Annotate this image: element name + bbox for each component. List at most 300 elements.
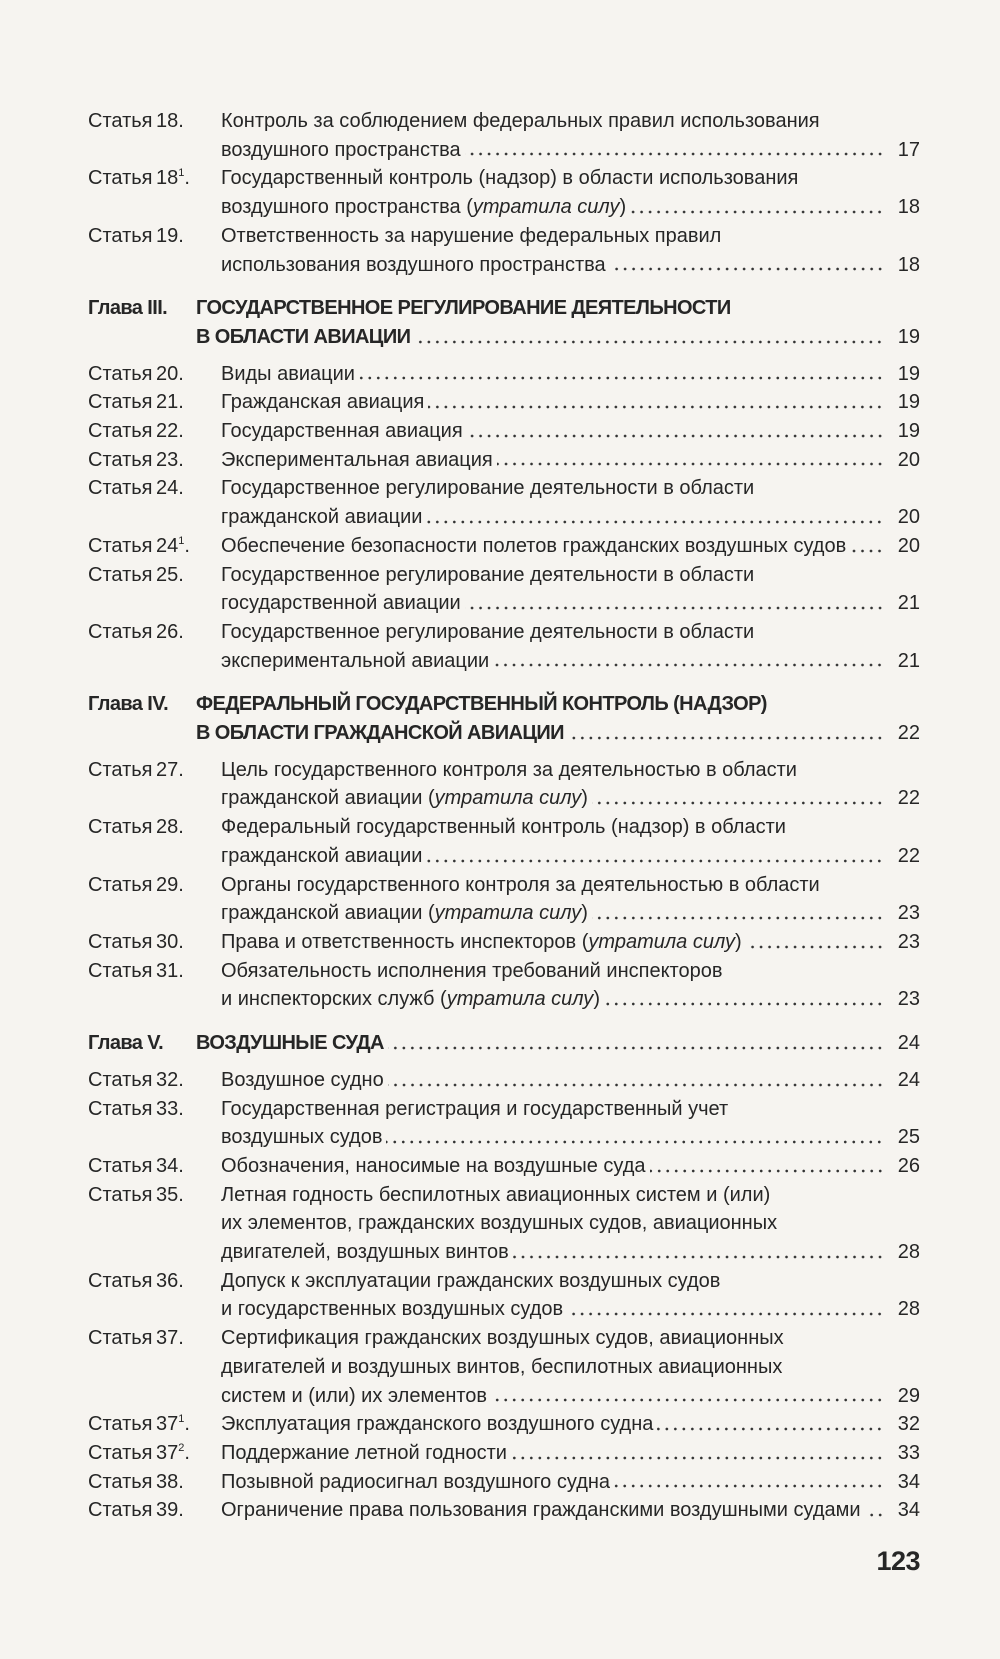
article-number-superscript: 1 [178, 534, 185, 547]
title-segment: Ответственность за нарушение федеральных правил [221, 224, 722, 247]
dot-leader [359, 375, 884, 381]
entry-label [88, 1439, 190, 1468]
article-number: 19. [156, 224, 184, 247]
page-reference: 34 [897, 1470, 920, 1493]
title-segment: Контроль за соблюдением федеральных правил использования [221, 110, 820, 132]
title-line [196, 719, 920, 748]
title-line-text [221, 417, 463, 446]
title-line-text [221, 107, 820, 136]
title-line-text [221, 756, 797, 785]
article-word: Статья [88, 816, 153, 839]
entry-title [221, 1410, 920, 1439]
title-segment: Государственный контроль (надзор) в области использования [221, 167, 799, 190]
page-reference: 25 [897, 1126, 920, 1149]
page-reference: 19 [897, 325, 920, 348]
entry-label [88, 1496, 184, 1525]
title-segment: воздушного пространства ( [221, 196, 473, 219]
title-segment: Обеспечение безопасности полетов гражданских воздушных судов [221, 534, 847, 557]
title-segment: Обозначения, наносимые на воздушные суда [221, 1154, 646, 1177]
article-word: Статья [88, 1269, 153, 1292]
article-word: Статья [88, 110, 153, 132]
article-word: Статья [88, 930, 153, 953]
table-of-contents [88, 107, 920, 1525]
entry-label [88, 222, 184, 251]
article-number: 26. [156, 620, 184, 643]
toc-article[interactable] [88, 474, 920, 531]
article-word: Статья [88, 477, 153, 500]
page-reference: 19 [897, 391, 920, 414]
title-line-text [221, 251, 606, 280]
title-line [221, 1267, 920, 1296]
article-word: Статья [88, 1068, 153, 1091]
article-number: $37^2$. [156, 1441, 190, 1464]
entry-label [88, 1324, 184, 1353]
entry-title [221, 474, 920, 531]
title-line-text [221, 618, 754, 647]
title-line [221, 1324, 920, 1353]
toc-article[interactable] [88, 222, 920, 279]
toc-chapter[interactable] [88, 1029, 920, 1058]
article-word: Статья [88, 167, 153, 190]
title-line-text [221, 985, 600, 1014]
article-number: 33. [156, 1097, 184, 1120]
title-segment: Ограничение права пользования гражданскими воздушными судами [221, 1499, 861, 1522]
toc-article[interactable] [88, 532, 920, 561]
article-number-value: 25 [156, 563, 179, 586]
toc-article[interactable] [88, 164, 920, 221]
article-word: Статья [88, 1154, 153, 1177]
title-line-text [221, 1382, 487, 1411]
title-line-text [221, 360, 355, 389]
entry-label [88, 1267, 184, 1296]
title-line [221, 417, 920, 446]
title-segment: воздушных судов [221, 1126, 383, 1149]
title-segment: ФЕДЕРАЛЬНЫЙ ГОСУДАРСТВЕННЫЙ КОНТРОЛЬ (НАДЗОР) [196, 693, 767, 716]
entry-title [221, 446, 920, 475]
article-word: Статья [88, 563, 153, 586]
article-number: 35. [156, 1183, 184, 1206]
entry-label [88, 618, 184, 647]
title-line-text [221, 474, 754, 503]
title-line-text [221, 1267, 720, 1296]
dot-leader [513, 1254, 884, 1260]
title-segment: В ОБЛАСТИ ГРАЖДАНСКОЙ АВИАЦИИ [196, 722, 564, 745]
title-segment: Права и ответственность инспекторов ( [221, 930, 589, 953]
article-word: Статья [88, 1097, 153, 1120]
dot-leader [746, 944, 884, 950]
title-line-text [221, 164, 798, 193]
article-number-value: 21 [156, 391, 179, 414]
article-number: 23. [156, 448, 184, 471]
entry-title [221, 1152, 920, 1181]
title-line-text [221, 532, 846, 561]
title-line-text [221, 871, 820, 900]
article-word: Статья [88, 391, 153, 414]
entry-label [88, 1066, 184, 1095]
title-segment: Экспериментальная авиация [221, 448, 493, 471]
page-reference: 23 [897, 902, 920, 925]
article-number: 31. [156, 959, 184, 982]
title-segment: гражданской авиации [221, 844, 423, 867]
entry-label [88, 1181, 184, 1210]
article-number-value: 23 [156, 448, 179, 471]
page-reference: 23 [897, 988, 920, 1011]
dot-leader [386, 1139, 884, 1145]
article-number-value: 32 [156, 1068, 179, 1091]
toc-article[interactable] [88, 1267, 920, 1324]
title-line [221, 561, 920, 590]
title-segment: ) [735, 930, 742, 953]
toc-article[interactable] [88, 360, 920, 389]
article-number: 39. [156, 1499, 184, 1522]
title-line [221, 928, 920, 957]
title-line [221, 957, 920, 986]
entry-title [221, 1095, 920, 1152]
title-line-text [221, 1496, 861, 1525]
title-segment: двигателей, воздушных винтов [221, 1241, 509, 1264]
title-segment: двигателей и воздушных винтов, беспилотных авиационных [221, 1355, 783, 1378]
page-reference: 17 [897, 138, 920, 161]
entry-label [88, 1029, 163, 1058]
title-segment: Поддержание летной годности [221, 1441, 507, 1464]
toc-article[interactable] [88, 618, 920, 675]
dot-leader [630, 209, 884, 215]
dot-leader [388, 1045, 884, 1051]
article-number-value: 27 [156, 758, 179, 781]
title-line [221, 1238, 920, 1267]
article-number-superscript: 2 [178, 1441, 185, 1454]
toc-article[interactable] [88, 928, 920, 957]
toc-chapter[interactable] [88, 294, 920, 351]
toc-article[interactable] [88, 388, 920, 417]
title-line [221, 136, 920, 165]
article-word: Статья [88, 362, 153, 385]
toc-article[interactable] [88, 561, 920, 618]
title-line-text [221, 1238, 509, 1267]
entry-title [221, 1496, 920, 1525]
dot-leader [467, 433, 884, 439]
article-number: 30. [156, 930, 184, 953]
article-number-value: 31 [156, 959, 179, 982]
title-line-text [221, 899, 588, 928]
title-line [221, 164, 920, 193]
entry-title [221, 618, 920, 675]
toc-article[interactable] [88, 1496, 920, 1525]
title-line-text [221, 1152, 646, 1181]
entry-title [221, 164, 920, 221]
article-word: Статья [88, 1441, 153, 1464]
page-reference: 22 [897, 844, 920, 867]
article-word: Статья [88, 1470, 153, 1493]
title-segment: Виды авиации [221, 362, 355, 385]
article-number-value: 30 [156, 930, 179, 953]
page-reference: 28 [897, 1241, 920, 1264]
title-segment: ) [581, 902, 588, 925]
title-line [221, 1496, 920, 1525]
page-reference: 18 [897, 253, 920, 276]
entry-label [88, 690, 168, 719]
toc-article[interactable] [88, 446, 920, 475]
title-line-text [221, 1324, 784, 1353]
title-line-text [221, 928, 742, 957]
repealed-note: утратила силу [434, 902, 582, 925]
article-number-value: 36 [156, 1269, 179, 1292]
toc-article[interactable] [88, 1439, 920, 1468]
title-line-text [196, 690, 767, 719]
article-number-value: 18 [156, 167, 179, 190]
title-segment: ГОСУДАРСТВЕННОЕ РЕГУЛИРОВАНИЕ ДЕЯТЕЛЬНОСТИ [196, 297, 731, 320]
article-number-value: 24 [156, 534, 179, 557]
page-reference: 20 [897, 448, 920, 471]
dot-leader [388, 1082, 884, 1088]
entry-label [88, 1152, 184, 1181]
toc-article[interactable] [88, 813, 920, 870]
page-reference: 18 [897, 196, 920, 219]
title-segment: Государственное регулирование деятельности в области [221, 563, 755, 586]
title-segment: ВОЗДУШНЫЕ СУДА [196, 1032, 384, 1055]
title-segment: Государственная авиация [221, 420, 463, 443]
toc-article[interactable] [88, 1066, 920, 1095]
entry-label [88, 1095, 184, 1124]
title-line-text [221, 193, 626, 222]
article-number: 21. [156, 391, 184, 414]
title-segment: Эксплуатация гражданского воздушного судна [221, 1413, 654, 1436]
article-number-value: 28 [156, 816, 179, 839]
article-word: Статья [88, 420, 153, 443]
title-line [221, 388, 920, 417]
title-line-text [221, 446, 493, 475]
page-reference: 24 [897, 1068, 920, 1091]
entry-label [88, 813, 184, 842]
title-line [196, 294, 920, 323]
title-segment: Органы государственного контроля за деятельностью в области [221, 873, 820, 896]
article-number: 27. [156, 758, 184, 781]
article-number: 36. [156, 1269, 184, 1292]
entry-title [221, 388, 920, 417]
title-segment: гражданской авиации ( [221, 787, 435, 810]
article-number-value: 37 [156, 1441, 179, 1464]
title-line-text [196, 294, 731, 323]
title-segment: Обязательность исполнения требований инспекторов [221, 959, 723, 982]
toc-article[interactable] [88, 957, 920, 1014]
title-line [221, 251, 920, 280]
article-number-value: 18 [156, 110, 179, 132]
entry-title [221, 107, 920, 164]
article-number-value: 39 [156, 1499, 179, 1522]
title-line-text [221, 561, 754, 590]
entry-label [88, 164, 190, 193]
article-number-superscript: 1 [178, 167, 185, 180]
title-line-text [221, 1295, 563, 1324]
dot-leader [657, 1426, 884, 1432]
title-segment: и государственных воздушных судов [221, 1298, 564, 1321]
title-line-text [221, 503, 422, 532]
title-segment: Государственная регистрация и государственный учет [221, 1097, 729, 1120]
title-line-text [221, 136, 461, 165]
entry-label [88, 107, 184, 136]
page-reference: 23 [897, 930, 920, 953]
page-reference: 19 [897, 362, 920, 385]
entry-label [88, 417, 184, 446]
title-segment: Цель государственного контроля за деятельностью в области [221, 758, 797, 781]
article-number: $37^1$. [156, 1413, 190, 1436]
title-segment: Летная годность беспилотных авиационных систем и (или) [221, 1183, 771, 1206]
article-number: 29. [156, 873, 184, 896]
article-number-value: 22 [156, 420, 179, 443]
entry-title [221, 1439, 920, 1468]
toc-article[interactable] [88, 417, 920, 446]
title-line [221, 1382, 920, 1411]
entry-label [88, 474, 184, 503]
title-line-text [221, 957, 722, 986]
title-segment: экспериментальной авиации [221, 649, 490, 672]
entry-label [88, 1468, 184, 1497]
article-number: 38. [156, 1470, 184, 1493]
entry-label [88, 871, 184, 900]
article-number-value: 34 [156, 1154, 179, 1177]
title-segment: Воздушное судно [221, 1068, 384, 1091]
dot-leader [497, 461, 884, 467]
dot-leader [592, 915, 884, 921]
toc-chapter[interactable] [88, 690, 920, 747]
article-number: 28. [156, 816, 184, 839]
title-line [221, 589, 920, 618]
title-line [221, 1181, 920, 1210]
toc-article[interactable] [88, 871, 920, 928]
page-reference: 32 [897, 1413, 920, 1436]
title-line [221, 899, 920, 928]
entry-label [88, 446, 184, 475]
title-line [221, 1295, 920, 1324]
title-line-text [221, 1209, 777, 1238]
dot-leader [491, 1397, 884, 1403]
article-number-value: 26 [156, 620, 179, 643]
title-line [221, 813, 920, 842]
toc-article[interactable] [88, 1468, 920, 1497]
title-line-text [196, 1029, 384, 1058]
toc-article[interactable] [88, 1095, 920, 1152]
title-segment: Сертификация гражданских воздушных судов, авиационных [221, 1327, 784, 1350]
entry-label [88, 532, 190, 561]
page-reference: 21 [897, 592, 920, 615]
entry-title [221, 1066, 920, 1095]
entry-title [221, 1468, 920, 1497]
chapter-label: Глава III. [88, 297, 168, 320]
title-line-text [221, 1353, 782, 1382]
title-segment: и инспекторских служб ( [221, 988, 447, 1011]
article-number-value: 35 [156, 1183, 179, 1206]
entry-title [221, 1324, 920, 1410]
dot-leader [465, 605, 884, 611]
page-reference: 20 [897, 506, 920, 529]
title-segment: гражданской авиации [221, 506, 423, 529]
article-word: Статья [88, 1499, 153, 1522]
dot-leader [650, 1168, 884, 1174]
toc-article[interactable] [88, 1410, 920, 1439]
title-line [221, 446, 920, 475]
entry-title [196, 294, 920, 351]
title-segment: ) [581, 787, 588, 810]
article-number: 18. [156, 110, 184, 132]
title-line [221, 532, 920, 561]
toc-article[interactable] [88, 1324, 920, 1410]
title-segment: Государственное регулирование деятельности в области [221, 620, 755, 643]
dot-leader [465, 151, 884, 157]
page-reference: 19 [897, 420, 920, 443]
article-word: Статья [88, 534, 153, 557]
title-segment: Допуск к эксплуатации гражданских воздушных судов [221, 1269, 721, 1292]
entry-title [221, 1267, 920, 1324]
page-reference: 20 [897, 534, 920, 557]
dot-leader [428, 404, 884, 410]
page-number: 123 [876, 1546, 920, 1576]
article-number: 25. [156, 563, 184, 586]
title-line [221, 1095, 920, 1124]
title-segment: их элементов, гражданских воздушных судов, авиационных [221, 1212, 778, 1235]
title-segment: использования воздушного пространства [221, 253, 606, 276]
title-segment: систем и (или) их элементов [221, 1384, 488, 1407]
title-segment: государственной авиации [221, 592, 461, 615]
title-line [196, 690, 920, 719]
title-line-text [221, 647, 489, 676]
toc-article[interactable] [88, 1181, 920, 1267]
title-line [221, 1209, 920, 1238]
title-line [196, 323, 920, 352]
title-line [221, 1066, 920, 1095]
article-word: Статья [88, 873, 153, 896]
title-line-text [221, 1468, 610, 1497]
entry-title [221, 957, 920, 1014]
entry-label [88, 294, 167, 323]
article-word: Статья [88, 224, 153, 247]
page-reference: 29 [897, 1384, 920, 1407]
article-number-value: 37 [156, 1413, 179, 1436]
entry-title [221, 756, 920, 813]
title-line-text [221, 388, 424, 417]
dot-leader [426, 519, 884, 525]
title-segment: В ОБЛАСТИ АВИАЦИИ [196, 325, 411, 348]
title-line [221, 1410, 920, 1439]
article-number-value: 19 [156, 224, 179, 247]
entry-title [221, 871, 920, 928]
entry-title [221, 360, 920, 389]
article-number: 22. [156, 420, 184, 443]
entry-title [221, 928, 920, 957]
title-line-text [221, 1123, 382, 1152]
article-word: Статья [88, 1183, 153, 1206]
title-line [221, 503, 920, 532]
title-segment: Гражданская авиация [221, 391, 425, 414]
article-number-value: 33 [156, 1097, 179, 1120]
entry-label [88, 928, 184, 957]
title-line [221, 222, 920, 251]
toc-article[interactable] [88, 756, 920, 813]
dot-leader [604, 1001, 884, 1007]
article-word: Статья [88, 1413, 153, 1436]
toc-article[interactable] [88, 107, 920, 164]
title-line [221, 985, 920, 1014]
entry-title [221, 561, 920, 618]
article-word: Статья [88, 1327, 153, 1350]
entry-title [221, 222, 920, 279]
title-line [221, 1353, 920, 1382]
entry-label [88, 756, 184, 785]
article-number-superscript: 1 [178, 1413, 185, 1426]
title-line-text [221, 813, 786, 842]
toc-article[interactable] [88, 1152, 920, 1181]
dot-leader [426, 858, 884, 864]
page-reference: 22 [897, 722, 920, 745]
